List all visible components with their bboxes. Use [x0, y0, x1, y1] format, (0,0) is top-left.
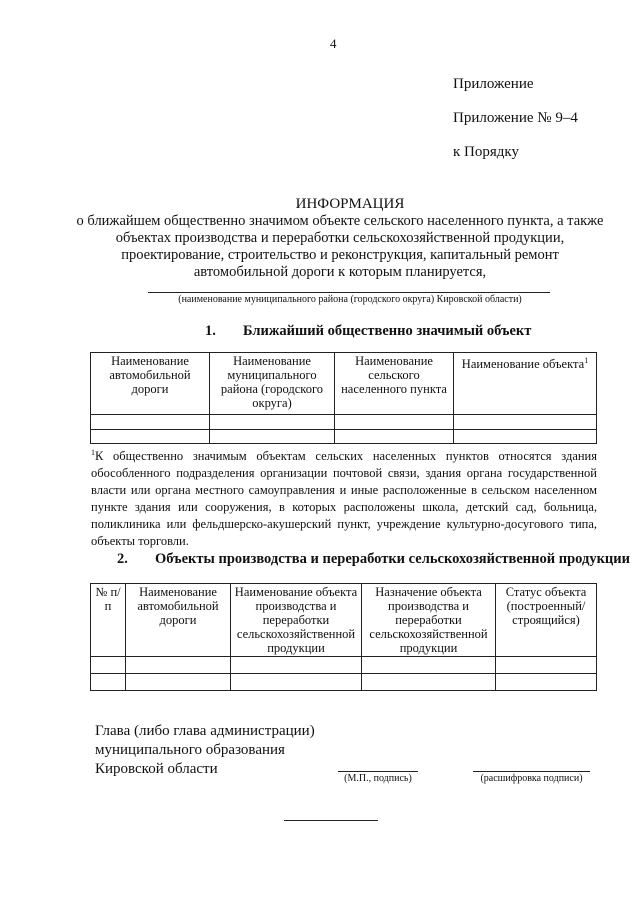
subtitle-line: о ближайшем общественно значимом объекте сельского населенного пункта, а также — [76, 213, 604, 229]
col-header: Наименование сельского населенного пункта — [335, 353, 454, 415]
section1-title: Ближайший общественно значимый объект — [243, 323, 532, 339]
table-cell[interactable] — [335, 430, 454, 444]
fill-line — [148, 292, 550, 293]
table-cell[interactable] — [91, 674, 126, 691]
footnote-text: К общественно значимым объектам сельских населенных пунктов относятся здания обособленного подразделения организации почтовой связи, здания органа государственной власти или органа местного самоуправления и иные расположенные в сельском населенном пункте здания или сооружения, в которых расположены школа, детский сад, больница, поликлиника или фельдшерско-акушерский пункт, учреждение культурно-досугового типа, объекты торговли. — [91, 449, 597, 549]
col-header: Статус объекта (построенный/ строящийся) — [496, 584, 597, 657]
signature-block — [95, 722, 315, 779]
appendix-ref: к Порядку — [453, 144, 519, 160]
end-divider — [284, 820, 378, 821]
col-header: № п/п — [91, 584, 126, 657]
col-header: Наименование объекта производства и переработки сельскохозяйственной продукции — [231, 584, 362, 657]
table-cell[interactable] — [231, 674, 362, 691]
signature-line-decode — [473, 771, 590, 772]
col-header: Наименование автомобильной дороги — [126, 584, 231, 657]
footnote-mark: 1 — [91, 448, 95, 457]
table-row — [91, 674, 597, 691]
table-cell[interactable] — [126, 674, 231, 691]
table-cell[interactable] — [210, 430, 335, 444]
table-cell[interactable] — [91, 430, 210, 444]
section2-number: 2. — [117, 551, 128, 567]
table-cell[interactable] — [496, 674, 597, 691]
page-number: 4 — [330, 36, 337, 51]
table-cell[interactable] — [126, 657, 231, 674]
table-row — [91, 430, 597, 444]
col-header: Наименование автомобильной дороги — [91, 353, 210, 415]
appendix-number: Приложение № 9–4 — [453, 110, 578, 126]
signature-line: Кировской области — [95, 761, 218, 777]
table-cell[interactable] — [454, 415, 597, 430]
col-header-text: Наименование объекта — [461, 357, 585, 372]
table-row — [91, 415, 597, 430]
table-cell[interactable] — [231, 657, 362, 674]
col-header — [454, 353, 597, 415]
table-cell[interactable] — [496, 657, 597, 674]
signature-line-stamp — [338, 771, 418, 772]
signature-line: Глава (либо глава администрации) — [95, 723, 315, 739]
subtitle-line: проектирование, строительство и реконструкция, капитальный ремонт — [121, 247, 559, 263]
doc-heading: ИНФОРМАЦИЯ — [295, 196, 405, 212]
footnote — [91, 444, 597, 550]
signature-line: муниципального образования — [95, 742, 285, 758]
table-cell[interactable] — [91, 415, 210, 430]
col-header: Назначение объекта производства и переработки сельскохозяйственной продукции — [362, 584, 496, 657]
appendix-label: Приложение — [453, 76, 534, 92]
col-header: Наименование муниципального района (городского округа) — [210, 353, 335, 415]
table-cell[interactable] — [210, 415, 335, 430]
doc-subtitle — [40, 213, 640, 281]
decode-caption: (расшифровка подписи) — [480, 773, 583, 784]
table-production-objects — [90, 583, 597, 691]
table-cell[interactable] — [91, 657, 126, 674]
section2-title: Объекты производства и переработки сельскохозяйственной продукции — [155, 551, 630, 567]
table-cell[interactable] — [362, 674, 496, 691]
subtitle-line: автомобильной дороги к которым планируется, — [193, 264, 487, 280]
stamp-caption: (М.П., подпись) — [344, 773, 412, 784]
table-row — [91, 657, 597, 674]
section1-number: 1. — [205, 323, 216, 339]
table-nearest-object — [90, 352, 597, 444]
footnote-ref: 1 — [584, 356, 589, 365]
table-cell[interactable] — [362, 657, 496, 674]
table-cell[interactable] — [454, 430, 597, 444]
fill-caption: (наименование муниципального района (городского округа) Кировской области) — [178, 294, 522, 305]
table-cell[interactable] — [335, 415, 454, 430]
subtitle-line: объектах производства и переработки сельскохозяйственной продукции, — [115, 230, 565, 246]
